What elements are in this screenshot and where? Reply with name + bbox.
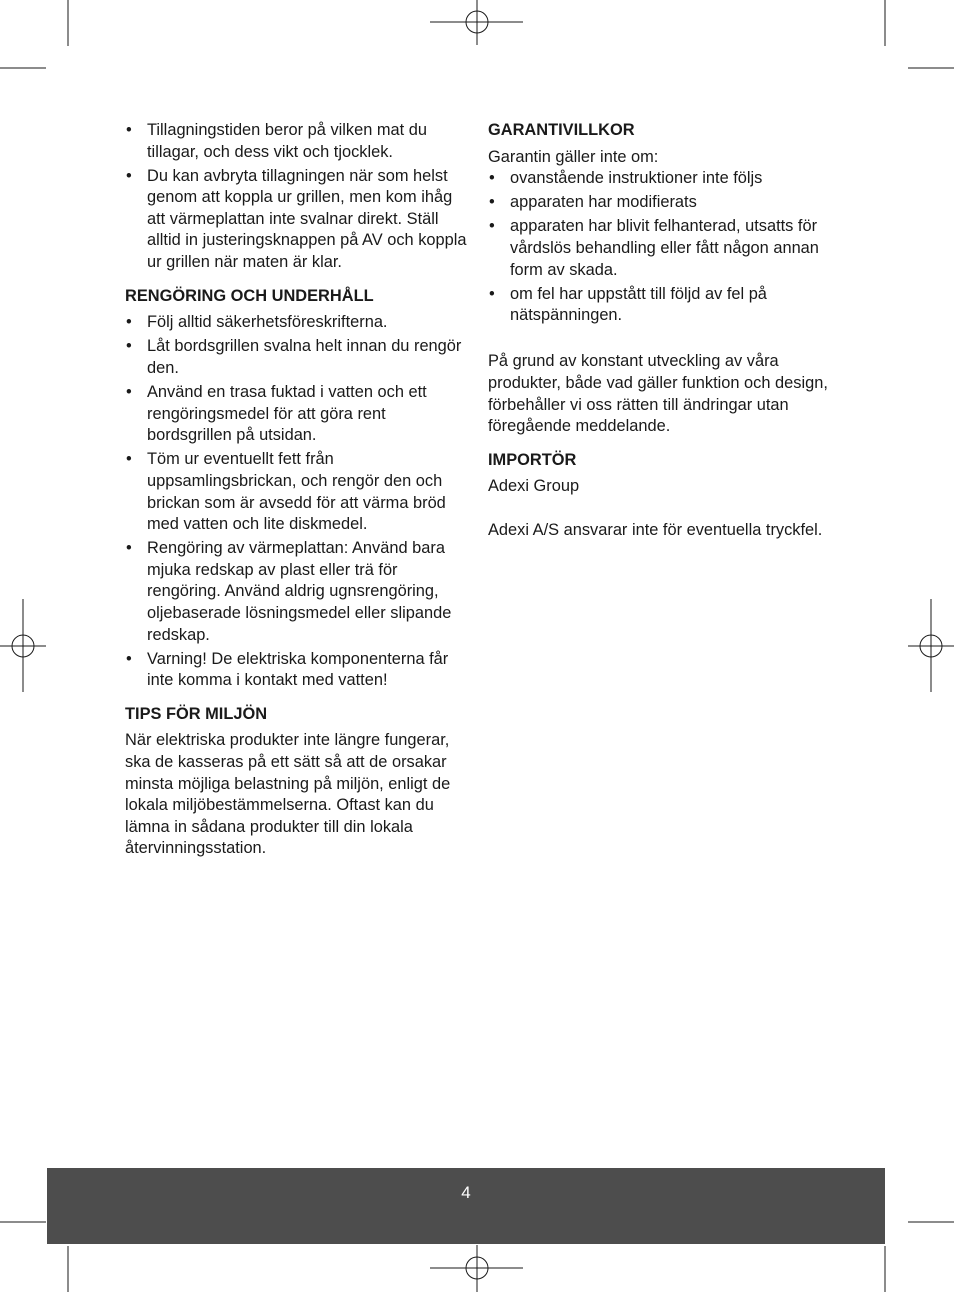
warranty-section <box>488 120 833 438</box>
list-item: • apparaten har modifierats <box>488 192 833 214</box>
cleaning-heading: RENGÖRING OCH UNDERHÅLL <box>125 286 374 305</box>
warranty-bullet-list <box>488 168 833 327</box>
importer-name: Adexi Group <box>488 477 580 496</box>
left-column <box>125 120 470 860</box>
list-item: • Tillagningstiden beror på vilken mat du tillagar, och dess vikt och tjocklek. <box>125 120 470 163</box>
importer-disclaimer: Adexi A/S ansvarar inte för eventuella tryckfel. <box>488 520 823 539</box>
warranty-heading: GARANTIVILLKOR <box>488 121 635 139</box>
environment-text: När elektriska produkter inte längre fungerar, ska de kasseras på ett sätt så att de orsakar minsta möjliga belastning på miljön, enligt de lokala miljöbestämmelserna. Oftast kan du lämna in sådana produkter till din lokala återvinningsstation. <box>125 731 451 858</box>
intro-bullet-list <box>125 120 470 274</box>
list-item: • Töm ur eventuellt fett från uppsamlingsbrickan, och rengör den och brickan som är avsedd för att värma bröd med vatten och lite diskmedel. <box>125 449 470 535</box>
cleaning-bullet-list <box>125 312 470 692</box>
importer-section <box>488 450 833 542</box>
list-item: • Följ alltid säkerhetsföreskrifterna. <box>125 312 470 334</box>
warranty-intro: Garantin gäller inte om: <box>488 147 659 166</box>
list-item: • Använd en trasa fuktad i vatten och ett rengöringsmedel för att göra rent bordsgrillen på utsidan. <box>125 382 470 447</box>
list-item: • Rengöring av värmeplattan: Använd bara mjuka redskap av plast eller trä för rengöring. Använd aldrig ugnsrengöring, oljebaserade lösningsmedel eller slipande redskap. <box>125 538 470 646</box>
list-item: • Låt bordsgrillen svalna helt innan du rengör den. <box>125 336 470 379</box>
cleaning-section <box>125 286 470 692</box>
page-number: 4 <box>461 1183 471 1202</box>
list-item: • Varning! De elektriska komponenterna får inte komma i kontakt med vatten! <box>125 649 470 692</box>
list-item: • ovanstående instruktioner inte följs <box>488 168 833 190</box>
environment-section <box>125 704 470 860</box>
list-item: • apparaten har blivit felhanterad, utsatts för vårdslös behandling eller fått någon annan form av skada. <box>488 216 833 281</box>
list-item: • om fel har uppstått till följd av fel på nätspänningen. <box>488 284 833 327</box>
footer-bar <box>47 1168 885 1244</box>
environment-heading: TIPS FÖR MILJÖN <box>125 704 268 723</box>
right-column <box>488 120 833 542</box>
list-item: • Du kan avbryta tillagningen när som helst genom att koppla ur grillen, men kom ihåg att värmeplattan inte svalnar direkt. Ställ alltid in justeringsknappen på AV och koppla ur grillen när maten är klar. <box>125 166 470 274</box>
importer-heading: IMPORTÖR <box>488 450 577 469</box>
warranty-notice: På grund av konstant utveckling av våra produkter, både vad gäller funktion och design, förbehåller vi oss rätten till ändringar utan föregående meddelande. <box>488 352 828 436</box>
